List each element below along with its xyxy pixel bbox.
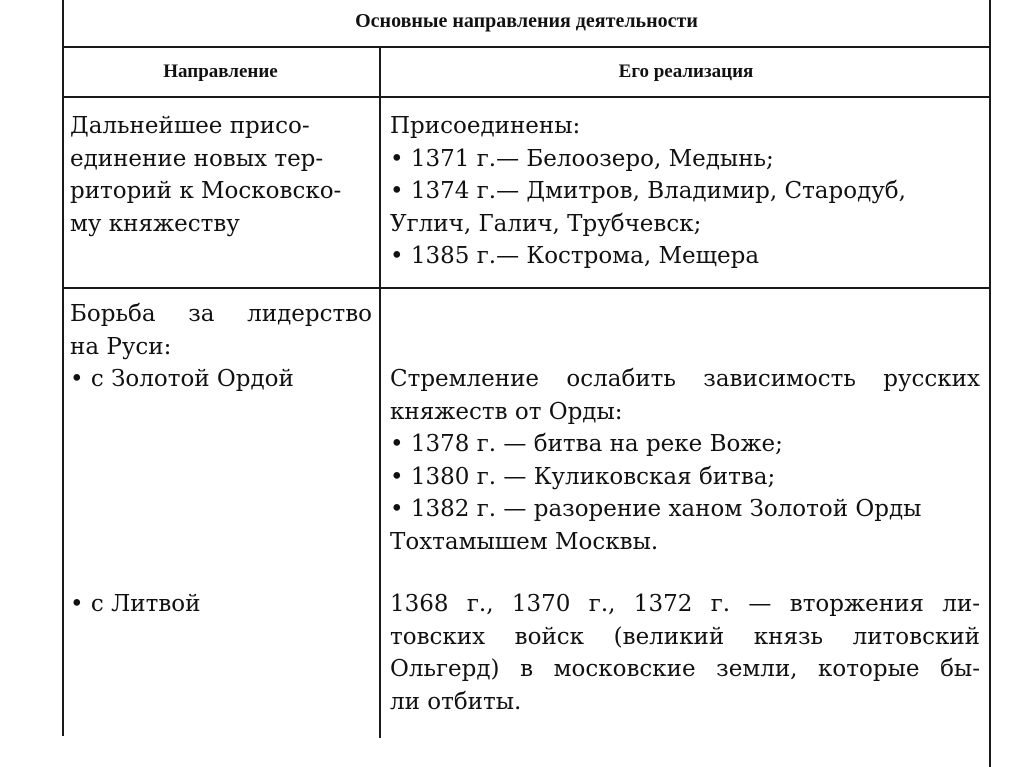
sub-direction-horde: • с Золотой Ордой (70, 363, 372, 396)
list-item-continuation: Тохтамышем Москвы. (390, 528, 659, 555)
row1-direction-cell (70, 110, 370, 240)
column-header-implementation: Его реализация (618, 61, 754, 82)
row2-direction-lithuania (70, 588, 372, 621)
table-cell-line: Ольгерд) в московские земли, которые бы- (390, 656, 980, 682)
list-item: • 1385 г.— Кострома, Мещера (390, 240, 980, 273)
table-title: Основные направления деятельности (355, 10, 698, 32)
list-item: • 1380 г. — Куликовская битва; (390, 461, 980, 494)
table-cell-line: Стремление ослабить зависимость русских (390, 366, 980, 392)
table-cell-line: на Руси: (70, 333, 172, 360)
table-cell-line: 1368 г., 1370 г., 1372 г. — вторжения ли- (390, 591, 980, 617)
table-cell-line: ли отбиты. (390, 688, 522, 715)
table-border-left (62, 0, 64, 736)
table-cell-line: товских войск (великий князь литовский (390, 623, 980, 650)
row-divider (62, 287, 991, 289)
list-item: • 1382 г. — разорение ханом Золотой Орды (390, 493, 980, 526)
row2-horde-implementation (390, 363, 980, 558)
table-cell-line: Присоединены: (390, 113, 581, 139)
table-cell-line: Борьба за лидерство (70, 301, 372, 327)
table-cell-line: риторий к Московско- (70, 178, 342, 204)
list-item-continuation: Углич, Галич, Трубчевск; (390, 210, 702, 237)
table-cell-line: му княжеству (70, 210, 240, 237)
list-item: • 1371 г.— Белоозеро, Медынь; (390, 143, 980, 176)
row-divider (62, 96, 991, 98)
list-item: • 1374 г.— Дмитров, Владимир, Стародуб, (390, 175, 980, 208)
column-divider (379, 48, 381, 738)
row2-direction-cell (70, 298, 372, 396)
table-cell-line: княжеств от Орды: (390, 398, 623, 425)
table-cell-line: Дальнейшее присо- (70, 113, 310, 139)
list-item: • 1378 г. — битва на реке Воже; (390, 428, 980, 461)
table-border-right (989, 0, 991, 767)
table-cell-line: единение новых тер- (70, 145, 324, 172)
sub-direction-lithuania: • с Литвой (70, 588, 372, 621)
row1-implementation-cell (390, 110, 980, 273)
row-divider (62, 46, 991, 48)
history-table (62, 0, 991, 767)
column-header-direction: Направление (163, 61, 278, 82)
row2-lithuania-implementation (390, 588, 980, 718)
